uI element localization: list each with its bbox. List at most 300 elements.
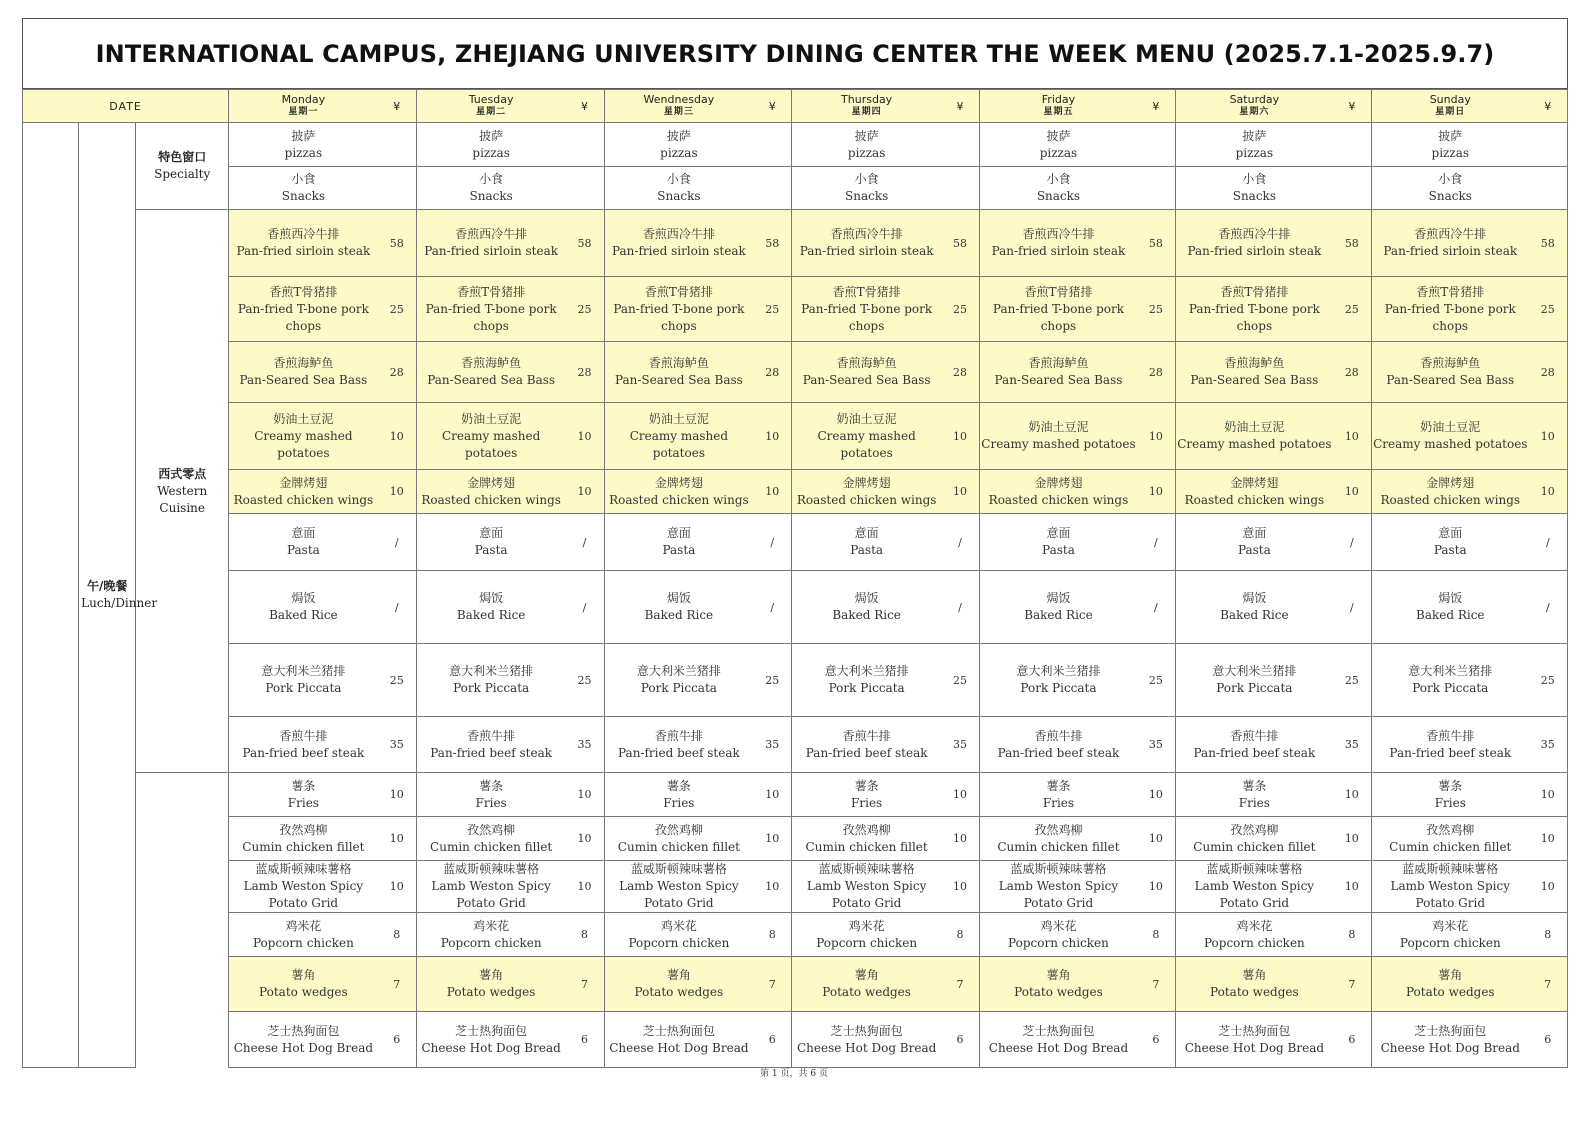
category-western-zh: 西式零点 xyxy=(158,466,207,481)
menu-item-price: 8 xyxy=(1333,913,1372,957)
menu-item-zh: 香煎海鲈鱼 xyxy=(1028,356,1089,370)
menu-item xyxy=(229,210,378,277)
menu-item-zh: 蓝威斯顿辣味薯格 xyxy=(818,862,915,876)
menu-item xyxy=(1176,817,1333,861)
menu-item-price: 25 xyxy=(1137,644,1176,717)
menu-item-price: 25 xyxy=(1333,644,1372,717)
menu-item-en: Fries xyxy=(1434,795,1466,810)
menu-item-price: / xyxy=(565,571,604,644)
menu-item-price: 10 xyxy=(1333,773,1372,817)
menu-item-en: Pan-Seared Sea Bass xyxy=(614,373,743,387)
menu-item-zh: 香煎海鲈鱼 xyxy=(461,356,522,370)
day-name-en: Tuesday xyxy=(468,93,514,106)
day-header xyxy=(980,90,1137,123)
menu-item xyxy=(1371,123,1528,167)
day-name-en: Monday xyxy=(281,93,326,106)
menu-item-price: / xyxy=(1529,514,1568,571)
menu-row xyxy=(23,861,1568,913)
menu-item-zh: 焗饭 xyxy=(1438,591,1463,605)
menu-row xyxy=(23,1012,1568,1068)
menu-item-en: Cumin chicken fillet xyxy=(242,839,365,854)
menu-item-zh: 意面 xyxy=(854,526,879,540)
menu-item-zh: 芝士热狗面包 xyxy=(267,1023,340,1038)
day-name-en: Saturday xyxy=(1229,93,1280,106)
menu-item-price xyxy=(1137,123,1176,167)
day-header xyxy=(416,90,565,123)
menu-item-en: Pan-fried T-bone pork chops xyxy=(992,301,1124,333)
menu-item-en: Pan-fried beef steak xyxy=(430,745,552,760)
currency-header: ¥ xyxy=(1137,90,1176,123)
menu-item xyxy=(1371,403,1528,470)
menu-item xyxy=(980,1012,1137,1068)
menu-item-price: 25 xyxy=(1529,644,1568,717)
menu-row xyxy=(23,210,1568,277)
menu-item xyxy=(416,123,565,167)
menu-item xyxy=(1371,470,1528,514)
menu-item-en: Creamy mashed potatoes xyxy=(254,428,353,460)
menu-item-en: Popcorn chicken xyxy=(252,935,354,950)
menu-item xyxy=(604,644,753,717)
menu-item-price: / xyxy=(378,514,417,571)
menu-item xyxy=(416,1012,565,1068)
menu-item-zh: 金牌烤翅 xyxy=(1230,475,1279,490)
menu-item-en: Snacks xyxy=(1232,189,1276,203)
menu-item-price xyxy=(753,167,792,210)
menu-item-en: Pan-fried T-bone pork chops xyxy=(1188,301,1320,333)
menu-item-price: 35 xyxy=(753,717,792,773)
menu-row xyxy=(23,571,1568,644)
menu-item-zh: 小食 xyxy=(1438,172,1463,186)
category-blank xyxy=(136,773,229,1068)
menu-item-zh: 薯条 xyxy=(1242,778,1267,793)
menu-item xyxy=(229,817,378,861)
menu-item xyxy=(229,167,378,210)
day-header xyxy=(604,90,753,123)
menu-item-price: / xyxy=(565,514,604,571)
menu-item-en: Lamb Weston Spicy Potato Grid xyxy=(243,879,364,910)
menu-item xyxy=(1371,167,1528,210)
menu-item-en: Potato wedges xyxy=(822,985,911,999)
menu-item-price xyxy=(565,167,604,210)
menu-item-en: Roasted chicken wings xyxy=(233,492,374,507)
category-western xyxy=(136,210,229,773)
menu-item xyxy=(792,717,941,773)
menu-item-en: Fries xyxy=(663,795,695,810)
menu-item-zh: 薯角 xyxy=(854,968,879,982)
menu-item-price: 28 xyxy=(941,342,980,403)
menu-item xyxy=(1371,773,1528,817)
menu-item-price: 8 xyxy=(378,913,417,957)
menu-item-zh: 香煎西冷牛排 xyxy=(642,227,715,241)
menu-item-zh: 鸡米花 xyxy=(1432,918,1469,933)
menu-item xyxy=(980,123,1137,167)
menu-item-zh: 蓝威斯顿辣味薯格 xyxy=(1010,862,1107,876)
menu-item xyxy=(792,210,941,277)
menu-item xyxy=(229,913,378,957)
menu-item-en: Snacks xyxy=(1428,189,1472,203)
menu-item-zh: 孜然鸡柳 xyxy=(467,822,516,837)
menu-item-en: Cheese Hot Dog Bread xyxy=(609,1040,749,1055)
menu-item-zh: 意大利米兰猪排 xyxy=(824,664,909,678)
menu-item-zh: 孜然鸡柳 xyxy=(1034,822,1083,837)
menu-item xyxy=(416,773,565,817)
menu-item-en: Potato wedges xyxy=(1210,985,1299,999)
menu-item-en: Creamy mashed potatoes xyxy=(1373,437,1528,451)
menu-item-zh: 鸡米花 xyxy=(285,918,322,933)
menu-item xyxy=(1371,1012,1528,1068)
menu-item-zh: 意大利米兰猪排 xyxy=(261,664,346,678)
menu-item-price: 10 xyxy=(1333,470,1372,514)
menu-item-en: Cheese Hot Dog Bread xyxy=(988,1040,1129,1055)
menu-item xyxy=(1371,342,1528,403)
menu-item-price: 7 xyxy=(565,957,604,1012)
menu-item xyxy=(604,1012,753,1068)
menu-item-zh: 意面 xyxy=(1046,526,1071,540)
menu-item-zh: 香煎海鲈鱼 xyxy=(836,356,897,370)
menu-item-zh: 披萨 xyxy=(291,128,316,143)
menu-item-price: 10 xyxy=(941,817,980,861)
menu-item-en: Pan-fried T-bone pork chops xyxy=(237,301,369,333)
menu-item xyxy=(980,403,1137,470)
menu-item-en: Cumin chicken fillet xyxy=(617,839,740,854)
menu-item-price xyxy=(378,167,417,210)
menu-item xyxy=(1176,167,1333,210)
menu-item-zh: 香煎西冷牛排 xyxy=(830,227,903,241)
menu-item xyxy=(604,861,753,913)
menu-item-price: 58 xyxy=(1137,210,1176,277)
title-box xyxy=(22,18,1568,89)
menu-item-en: Pan-fried T-bone pork chops xyxy=(801,301,933,333)
menu-item-zh: 香煎牛排 xyxy=(467,728,516,743)
menu-item-en: Pan-fried sirloin steak xyxy=(1383,244,1518,258)
menu-item-zh: 香煎T骨猪排 xyxy=(269,284,338,299)
menu-item-zh: 意大利米兰猪排 xyxy=(1212,664,1297,678)
menu-item xyxy=(416,644,565,717)
menu-item-en: Lamb Weston Spicy Potato Grid xyxy=(1194,879,1315,910)
menu-item-en: Cheese Hot Dog Bread xyxy=(1380,1040,1520,1055)
day-name-zh: 星期日 xyxy=(1435,107,1466,117)
menu-item-zh: 香煎西冷牛排 xyxy=(1218,227,1291,241)
menu-item xyxy=(604,470,753,514)
category-specialty-zh: 特色窗口 xyxy=(158,150,207,164)
menu-item-en: Baked Rice xyxy=(456,608,526,622)
menu-item-price: 7 xyxy=(1137,957,1176,1012)
menu-item-price: 10 xyxy=(378,817,417,861)
menu-item-zh: 芝士热狗面包 xyxy=(830,1023,903,1038)
menu-item-price: 25 xyxy=(941,644,980,717)
menu-item xyxy=(792,123,941,167)
menu-item xyxy=(604,277,753,342)
currency-header: ¥ xyxy=(378,90,417,123)
page-title: INTERNATIONAL CAMPUS, ZHEJIANG UNIVERSITY DINING CENTER THE WEEK MENU (2025.7.1-2025.9.7) xyxy=(95,39,1495,68)
menu-item xyxy=(229,1012,378,1068)
menu-item-price: 7 xyxy=(1333,957,1372,1012)
menu-row xyxy=(23,403,1568,470)
menu-item-en: Popcorn chicken xyxy=(816,935,918,950)
menu-item-price: 35 xyxy=(1529,717,1568,773)
menu-item-price: 25 xyxy=(753,277,792,342)
menu-item-zh: 蓝威斯顿辣味薯格 xyxy=(630,862,727,876)
menu-item xyxy=(792,277,941,342)
menu-item xyxy=(980,644,1137,717)
menu-item xyxy=(229,644,378,717)
menu-item-price: 10 xyxy=(1529,817,1568,861)
menu-item-en: Pan-fried beef steak xyxy=(997,745,1120,760)
menu-item-en: Baked Rice xyxy=(1220,608,1289,622)
menu-item-zh: 香煎牛排 xyxy=(842,728,891,743)
menu-item xyxy=(604,571,753,644)
day-name-zh: 星期五 xyxy=(1043,107,1074,117)
menu-item-price: / xyxy=(941,571,980,644)
menu-item-en: Creamy mashed potatoes xyxy=(441,428,541,460)
category-specialty xyxy=(136,123,229,210)
menu-item-en: Cheese Hot Dog Bread xyxy=(796,1040,937,1055)
menu-item xyxy=(416,210,565,277)
menu-item xyxy=(229,403,378,470)
menu-item xyxy=(604,514,753,571)
menu-item xyxy=(416,403,565,470)
meal-label xyxy=(79,123,158,1068)
menu-item-price: 10 xyxy=(378,773,417,817)
menu-item-zh: 意大利米兰猪排 xyxy=(1408,664,1493,678)
menu-table xyxy=(22,89,1568,1068)
day-header xyxy=(229,90,378,123)
day-name-en: Wendnesday xyxy=(643,93,715,106)
menu-item-en: pizzas xyxy=(847,145,886,160)
menu-item xyxy=(229,861,378,913)
menu-item xyxy=(604,957,753,1012)
menu-item-en: Fries xyxy=(475,795,507,810)
menu-item xyxy=(792,957,941,1012)
menu-item-price xyxy=(1333,167,1372,210)
menu-item-zh: 奶油土豆泥 xyxy=(1224,420,1285,434)
menu-item-price: 25 xyxy=(565,277,604,342)
menu-item-en: Pan-Seared Sea Bass xyxy=(1386,373,1515,387)
menu-item xyxy=(229,571,378,644)
menu-item-en: Popcorn chicken xyxy=(440,935,542,950)
menu-item-price: 6 xyxy=(378,1012,417,1068)
menu-item-en: Snacks xyxy=(657,189,701,203)
menu-item-en: Pan-fried sirloin steak xyxy=(991,244,1126,258)
menu-item-price: 10 xyxy=(1137,817,1176,861)
menu-item xyxy=(792,1012,941,1068)
menu-item-en: Popcorn chicken xyxy=(1203,935,1305,950)
menu-item-price: 25 xyxy=(941,277,980,342)
menu-item-zh: 披萨 xyxy=(479,128,504,143)
currency-header: ¥ xyxy=(1333,90,1372,123)
menu-item-price: 10 xyxy=(753,470,792,514)
menu-item-zh: 小食 xyxy=(1242,172,1267,186)
menu-item xyxy=(792,571,941,644)
menu-item-en: Pan-fried beef steak xyxy=(618,745,740,760)
day-name-zh: 星期三 xyxy=(663,107,694,117)
menu-item-en: pizzas xyxy=(472,145,510,160)
menu-item-zh: 薯角 xyxy=(1242,968,1267,982)
menu-item-zh: 焗饭 xyxy=(291,591,316,605)
menu-item-price: 10 xyxy=(565,403,604,470)
menu-item-en: Potato wedges xyxy=(446,985,536,999)
menu-item-price: 28 xyxy=(1333,342,1372,403)
page-number: 第 1 页，共 6 页 xyxy=(760,1069,828,1079)
menu-item-zh: 小食 xyxy=(1046,172,1071,186)
menu-item-en: Roasted chicken wings xyxy=(609,492,749,507)
menu-item-price: 58 xyxy=(941,210,980,277)
menu-item-zh: 香煎T骨猪排 xyxy=(1220,284,1289,299)
menu-item-price: 58 xyxy=(1333,210,1372,277)
menu-item xyxy=(1371,861,1528,913)
menu-item-price: 10 xyxy=(1137,403,1176,470)
menu-item xyxy=(416,514,565,571)
menu-item xyxy=(980,470,1137,514)
menu-item xyxy=(604,403,753,470)
menu-item xyxy=(416,167,565,210)
menu-item-en: Baked Rice xyxy=(1416,608,1485,622)
menu-item-price: 10 xyxy=(565,861,604,913)
menu-item-zh: 香煎T骨猪排 xyxy=(832,284,901,299)
menu-item xyxy=(1176,514,1333,571)
menu-item-en: Pork Piccata xyxy=(640,681,717,695)
day-name-en: Friday xyxy=(1041,93,1076,106)
menu-item-zh: 薯条 xyxy=(854,778,879,793)
menu-item-en: Roasted chicken wings xyxy=(421,492,561,507)
header-row xyxy=(23,90,1568,123)
menu-item-zh: 意面 xyxy=(479,526,504,540)
menu-item-price: 10 xyxy=(1333,403,1372,470)
menu-item-price xyxy=(565,123,604,167)
menu-row xyxy=(23,277,1568,342)
menu-item-en: Lamb Weston Spicy Potato Grid xyxy=(619,879,739,910)
menu-item xyxy=(229,470,378,514)
menu-item-zh: 香煎海鲈鱼 xyxy=(273,356,334,370)
day-name-zh: 星期六 xyxy=(1239,107,1270,117)
menu-item-price: 10 xyxy=(1137,773,1176,817)
menu-item-en: Snacks xyxy=(281,189,326,203)
menu-item-price: 10 xyxy=(1137,470,1176,514)
menu-item xyxy=(1176,277,1333,342)
menu-item-price: 58 xyxy=(1529,210,1568,277)
menu-item-price: 35 xyxy=(1333,717,1372,773)
menu-item-zh: 香煎西冷牛排 xyxy=(1414,227,1487,241)
menu-item-en: Potato wedges xyxy=(1014,985,1103,999)
menu-item-zh: 芝士热狗面包 xyxy=(642,1023,715,1038)
menu-item-zh: 香煎T骨猪排 xyxy=(1416,284,1485,299)
menu-item-zh: 小食 xyxy=(479,172,504,186)
menu-item-zh: 鸡米花 xyxy=(1236,918,1273,933)
menu-item-zh: 小食 xyxy=(291,172,316,186)
menu-item xyxy=(792,342,941,403)
menu-item-zh: 小食 xyxy=(666,172,691,186)
menu-item-zh: 焗饭 xyxy=(1046,591,1071,605)
menu-item-en: Pan-Seared Sea Bass xyxy=(239,373,368,387)
menu-item xyxy=(1176,210,1333,277)
menu-item-en: pizzas xyxy=(1039,145,1078,160)
menu-item xyxy=(1176,644,1333,717)
menu-item xyxy=(792,817,941,861)
menu-item-en: Pork Piccata xyxy=(1216,681,1293,695)
menu-item-en: Roasted chicken wings xyxy=(1184,492,1325,507)
menu-item xyxy=(416,470,565,514)
menu-item-zh: 披萨 xyxy=(1242,128,1267,143)
menu-item-price: 6 xyxy=(1333,1012,1372,1068)
menu-item-en: Pasta xyxy=(1433,543,1467,557)
menu-item-price: 10 xyxy=(378,861,417,913)
menu-item xyxy=(604,913,753,957)
menu-item xyxy=(1176,861,1333,913)
menu-item-en: Pork Piccata xyxy=(453,681,530,695)
menu-item-price: 7 xyxy=(753,957,792,1012)
menu-item-en: Baked Rice xyxy=(1024,608,1093,622)
menu-item-price: / xyxy=(753,514,792,571)
menu-item-en: Pan-fried beef steak xyxy=(242,745,365,760)
menu-item-en: Pasta xyxy=(850,543,884,557)
menu-item-price: 10 xyxy=(941,470,980,514)
menu-item xyxy=(1371,913,1528,957)
menu-item-price: 8 xyxy=(941,913,980,957)
menu-item-zh: 孜然鸡柳 xyxy=(279,822,328,837)
menu-item-zh: 焗饭 xyxy=(666,591,691,605)
currency-header: ¥ xyxy=(941,90,980,123)
menu-item-zh: 芝士热狗面包 xyxy=(1022,1023,1095,1038)
menu-item-en: Cumin chicken fillet xyxy=(997,839,1120,854)
menu-item-price: 35 xyxy=(378,717,417,773)
menu-item xyxy=(1176,342,1333,403)
menu-item xyxy=(1371,644,1528,717)
menu-item-zh: 意大利米兰猪排 xyxy=(449,664,534,678)
menu-item xyxy=(792,644,941,717)
menu-item-en: Pork Piccata xyxy=(265,681,342,695)
menu-row xyxy=(23,717,1568,773)
menu-item-price xyxy=(753,123,792,167)
menu-item xyxy=(1176,571,1333,644)
menu-item xyxy=(604,717,753,773)
menu-item-en: Pan-fried sirloin steak xyxy=(799,244,934,258)
menu-item-price: 6 xyxy=(565,1012,604,1068)
menu-item xyxy=(416,913,565,957)
menu-item-en: Pasta xyxy=(662,543,696,557)
currency-header: ¥ xyxy=(565,90,604,123)
menu-item xyxy=(1371,957,1528,1012)
menu-item-zh: 金牌烤翅 xyxy=(1426,475,1475,490)
menu-item-zh: 蓝威斯顿辣味薯格 xyxy=(1402,862,1499,876)
menu-item-zh: 披萨 xyxy=(854,128,879,143)
menu-item-en: pizzas xyxy=(1431,145,1470,160)
menu-item-price: 8 xyxy=(753,913,792,957)
menu-item-en: pizzas xyxy=(284,145,323,160)
menu-item-en: Roasted chicken wings xyxy=(796,492,937,507)
menu-item-price: 10 xyxy=(1529,773,1568,817)
menu-item xyxy=(416,571,565,644)
menu-item-price: 10 xyxy=(941,861,980,913)
menu-item-zh: 香煎T骨猪排 xyxy=(644,284,713,299)
menu-row xyxy=(23,957,1568,1012)
menu-item-en: Creamy mashed potatoes xyxy=(1177,437,1332,451)
menu-row xyxy=(23,167,1568,210)
menu-item-zh: 鸡米花 xyxy=(1040,918,1077,933)
menu-item xyxy=(1176,123,1333,167)
category-specialty-en: Specialty xyxy=(154,167,211,181)
menu-item-price: 7 xyxy=(1529,957,1568,1012)
menu-item-price: 10 xyxy=(753,817,792,861)
menu-row xyxy=(23,644,1568,717)
menu-item-zh: 奶油土豆泥 xyxy=(648,411,709,426)
menu-item xyxy=(980,717,1137,773)
menu-item-zh: 薯条 xyxy=(1046,778,1071,793)
menu-item-zh: 小食 xyxy=(854,172,879,186)
menu-item-price: 10 xyxy=(565,470,604,514)
menu-item xyxy=(604,342,753,403)
menu-item-price xyxy=(941,167,980,210)
menu-item-en: Pan-fried beef steak xyxy=(805,745,928,760)
